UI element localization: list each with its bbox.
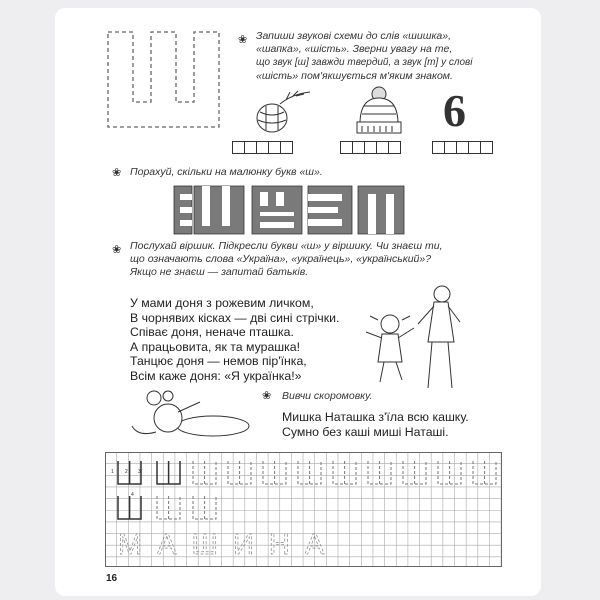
dashed-letter-sha	[193, 461, 216, 484]
task3-instruction	[130, 240, 510, 280]
sample-letter-sha	[157, 461, 180, 484]
task2-instruction: Порахуй, скільки на малюнку букв «ш».	[130, 166, 323, 178]
poem-line: В чорнявих кісках — дві сині стрічки.	[130, 310, 340, 325]
poem-line: Всім каже доня: «Я українка!»	[130, 368, 302, 383]
task4-instruction: Вивчи скоромовку.	[282, 390, 373, 402]
dashed-letter-sha	[473, 461, 496, 484]
dashed-letter-sha	[263, 461, 286, 484]
flower-icon: ❀	[112, 244, 122, 256]
text-line: Запиши звукові схеми до слів «шишка»,	[256, 30, 452, 42]
dashed-letter-sha	[298, 461, 321, 484]
dashed-letter-sha	[193, 496, 216, 519]
dashed-letter-sha	[403, 461, 426, 484]
text-line: Якщо не знаєш — запитай батьків.	[130, 266, 309, 279]
sound-scheme-2[interactable]	[340, 141, 400, 154]
mouse-with-bowl-picture	[128, 382, 253, 442]
dashed-letter-sha	[228, 461, 251, 484]
text-line: «шапка», «шість». Зверни увагу на те,	[256, 43, 453, 56]
winter-hat-picture	[352, 86, 407, 136]
number-six: 6	[443, 85, 466, 136]
dashed-letter-sha	[368, 461, 391, 484]
stroke-number: 1	[111, 469, 114, 475]
flower-icon: ❀	[112, 167, 122, 179]
poem-line: Танцює доня — немов пір'їнка,	[130, 354, 307, 368]
tongue-twister	[282, 410, 469, 439]
task1-instruction	[256, 30, 496, 83]
copybook-grid[interactable]	[105, 452, 503, 568]
stroke-number: 3	[138, 469, 141, 475]
poem-line: А працьовита, як та мурашка!	[130, 339, 301, 354]
text-line: Послухай віршик. Підкресли букви «ш» у віршику. Чи знаєш ти,	[130, 240, 443, 252]
text-line: що звук [ш] завжди твердий, а звук [т] у слові	[256, 57, 473, 69]
tongue-twister-line: Мишка Наташка з'їла всю кашку.	[282, 410, 469, 424]
stroke-number: 4	[131, 492, 134, 498]
text-line: «шість» пом'якшується м'яким знаком.	[256, 69, 453, 82]
dashed-word: МАШИНА	[118, 529, 340, 561]
tongue-twister-line: Сумно без каші миші Наташі.	[282, 424, 449, 439]
sample-letter-sha	[118, 496, 141, 519]
page-number: 16	[106, 573, 118, 584]
flower-icon: ❀	[262, 390, 272, 402]
dashed-letter-sha	[333, 461, 356, 484]
pine-cone-picture	[252, 88, 312, 136]
sound-scheme-3[interactable]	[432, 141, 492, 154]
poem-line: Співає доня, неначе пташка.	[130, 325, 294, 339]
mother-and-daughter-picture	[362, 282, 474, 392]
poem-line: У мами доня з рожевим личком,	[130, 296, 314, 310]
sound-scheme-1[interactable]	[232, 141, 292, 154]
hidden-letters-picture	[172, 184, 408, 236]
poem	[130, 296, 339, 383]
flower-icon: ❀	[238, 34, 248, 46]
text-line: що означають слова «Україна», «українець», «український»?	[130, 253, 432, 266]
dashed-letter-sha	[105, 30, 223, 130]
dashed-letter-sha	[438, 461, 461, 484]
dashed-letter-sha	[157, 496, 180, 519]
stroke-number: 2	[125, 469, 128, 475]
